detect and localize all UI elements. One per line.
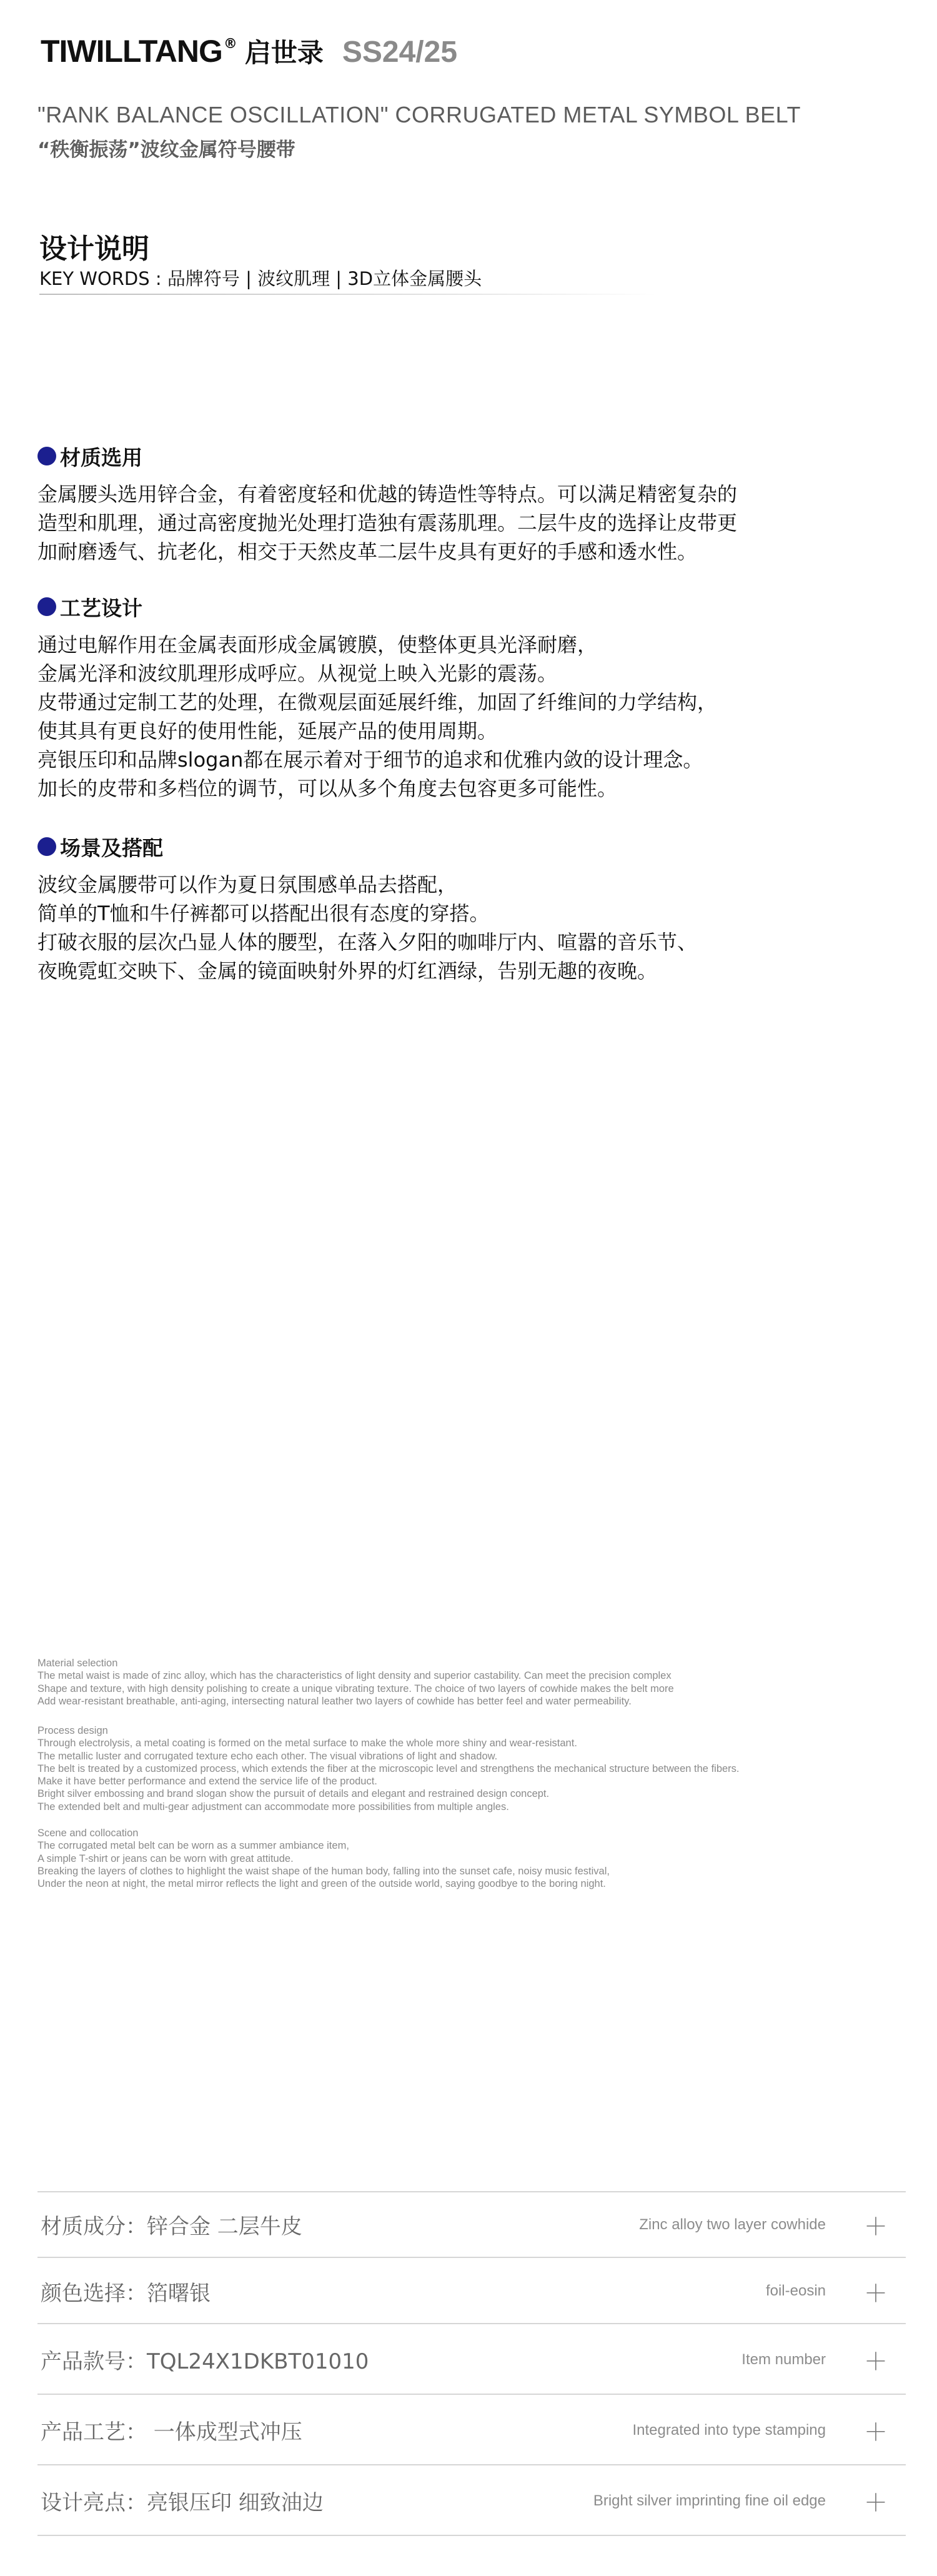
en-body-line: Breaking the layers of clothes to highlight the waist shape of the human body, falling into the sunset cafe, noisy music festival,: [37, 1865, 610, 1877]
en-body-line: A simple T-shirt or jeans can be worn with great attitude.: [37, 1852, 294, 1864]
spec-en-label: Bright silver imprinting fine oil edge: [593, 2492, 826, 2509]
brand-logo: TIWILLTANG: [41, 34, 222, 69]
brand-chinese-name: 启世录: [244, 37, 324, 68]
registered-mark: ®: [223, 36, 237, 52]
en-body-line: The extended belt and multi-gear adjustment can accommodate more possibilities from multiple angles.: [37, 1801, 509, 1813]
body-line: 金属腰头选用锌合金，有着密度轻和优越的铸造性等特点。可以满足精密复杂的: [37, 482, 738, 506]
design-heading: 设计说明: [39, 233, 149, 265]
en-body-line: The belt is treated by a customized process, which extends the fiber at the microscopic level and strengthens the mechanical structure between the fibers.: [37, 1763, 740, 1774]
en-section-title: Scene and collocation: [37, 1828, 139, 1839]
season-label: SS24/25: [342, 36, 458, 69]
spec-en-label: Item number: [741, 2350, 826, 2368]
spec-row-material[interactable]: [37, 2191, 906, 2258]
body-line: 造型和肌理，通过高密度抛光处理打造独有震荡肌理。二层牛皮的选择让皮带更: [37, 511, 738, 535]
body-line: 亮银压印和品牌slogan都在展示着对于细节的追求和优雅内敛的设计理念。: [37, 748, 703, 772]
spec-row-item-number[interactable]: [37, 2324, 906, 2395]
section-title: 工艺设计: [60, 595, 142, 620]
spec-label: 产品款号：TQL24X1DKBT01010: [41, 2349, 369, 2374]
en-section-material: [37, 1657, 912, 1708]
en-body-line: Shape and texture, with high density polishing to create a unique vibrating texture. The choice of two layers of cowhide makes the belt more: [37, 1683, 674, 1694]
body-line: 波纹金属腰带可以作为夏日氛围感单品去搭配，: [37, 873, 458, 897]
body-line: 夜晚霓虹交映下、金属的镜面映射外界的灯红酒绿，告别无趣的夜晚。: [37, 959, 658, 983]
spec-row-color[interactable]: [37, 2258, 906, 2324]
brand-header: [41, 32, 457, 76]
spec-table: [37, 2191, 906, 2541]
en-section-scene: [37, 1827, 912, 1890]
keywords-line: [39, 265, 658, 295]
section-body: [37, 870, 900, 985]
plus-icon[interactable]: ＋: [863, 2213, 888, 2240]
body-line: 打破衣服的层次凸显人体的腰型，在落入夕阳的咖啡厅内、喧嚣的音乐节、: [37, 930, 698, 954]
bullet-dot-icon: [37, 597, 56, 616]
section-material: [37, 441, 900, 566]
body-line: 简单的T恤和牛仔裤都可以搭配出很有态度的穿搭。: [37, 902, 490, 925]
en-section-process: [37, 1724, 912, 1813]
spec-label: 材质成分：锌合金 二层牛皮: [41, 2214, 302, 2239]
section-header: [37, 441, 900, 471]
section-scene: [37, 832, 900, 985]
en-body-line: Through electrolysis, a metal coating is formed on the metal surface to make the whole more shiny and wear-resistant.: [37, 1738, 577, 1749]
keywords-text: KEY WORDS : 品牌符号 | 波纹肌理 | 3D立体金属腰头: [39, 268, 482, 289]
en-body-line: Make it have better performance and extend the service life of the product.: [37, 1776, 377, 1788]
section-process: [37, 592, 900, 803]
body-line: 加长的皮带和多档位的调节，可以从多个角度去包容更多可能性。: [37, 777, 618, 800]
spec-row-process[interactable]: [37, 2395, 906, 2465]
product-title-en: "RANK BALANCE OSCILLATION" CORRUGATED METAL SYMBOL BELT: [37, 102, 801, 127]
spec-en-label: Integrated into type stamping: [632, 2421, 826, 2439]
spec-label: 颜色选择：箔曙银: [41, 2280, 211, 2306]
en-body-line: Under the neon at night, the metal mirror reflects the light and green of the outside world, saying goodbye to the boring night.: [37, 1878, 606, 1890]
en-body-line: Add wear-resistant breathable, anti-aging, intersecting natural leather two layers of cowhide has better feel and water permeability.: [37, 1695, 632, 1707]
en-body-line: The metal waist is made of zinc alloy, which has the characteristics of light density and superior castability. Can meet the precision complex: [37, 1670, 672, 1682]
en-body-line: Bright silver embossing and brand slogan show the pursuit of details and elegant and restrained design concept.: [37, 1788, 550, 1800]
spec-en-label: Zinc alloy two layer cowhide: [639, 2215, 826, 2233]
keywords-underline: [39, 294, 658, 295]
plus-icon[interactable]: ＋: [863, 2419, 888, 2446]
en-body-line: The metallic luster and corrugated texture echo each other. The visual vibrations of light and shadow.: [37, 1750, 498, 1762]
section-title: 场景及搭配: [60, 835, 163, 860]
product-title-cn: “秩衡振荡”波纹金属符号腰带: [37, 139, 295, 161]
plus-icon[interactable]: ＋: [863, 2279, 888, 2307]
plus-icon[interactable]: ＋: [863, 2489, 888, 2517]
spec-label: 设计亮点：亮银压印 细致油边: [41, 2490, 324, 2515]
body-line: 使其具有更良好的使用性能，延展产品的使用周期。: [37, 719, 498, 743]
spec-label: 产品工艺： 一体成型式冲压: [41, 2420, 302, 2445]
section-title: 材质选用: [60, 445, 142, 470]
en-body-line: The corrugated metal belt can be worn as a summer ambiance item,: [37, 1840, 349, 1852]
body-line: 皮带通过定制工艺的处理，在微观层面延展纤维，加固了纤维间的力学结构，: [37, 690, 718, 714]
section-header: [37, 592, 900, 622]
body-line: 加耐磨透气、抗老化，相交于天然皮革二层牛皮具有更好的手感和透水性。: [37, 540, 698, 564]
en-section-title: Material selection: [37, 1658, 118, 1669]
spec-en-label: foil-eosin: [765, 2282, 826, 2299]
body-line: 金属光泽和波纹肌理形成呼应。从视觉上映入光影的震荡。: [37, 662, 558, 685]
plus-icon[interactable]: ＋: [863, 2348, 888, 2375]
section-body: [37, 480, 900, 566]
section-body: [37, 630, 900, 803]
section-header: [37, 832, 900, 862]
bullet-dot-icon: [37, 837, 56, 856]
bullet-dot-icon: [37, 447, 56, 465]
body-line: 通过电解作用在金属表面形成金属镀膜，使整体更具光泽耐磨，: [37, 633, 598, 657]
en-section-title: Process design: [37, 1725, 108, 1736]
spec-row-highlight[interactable]: [37, 2465, 906, 2536]
